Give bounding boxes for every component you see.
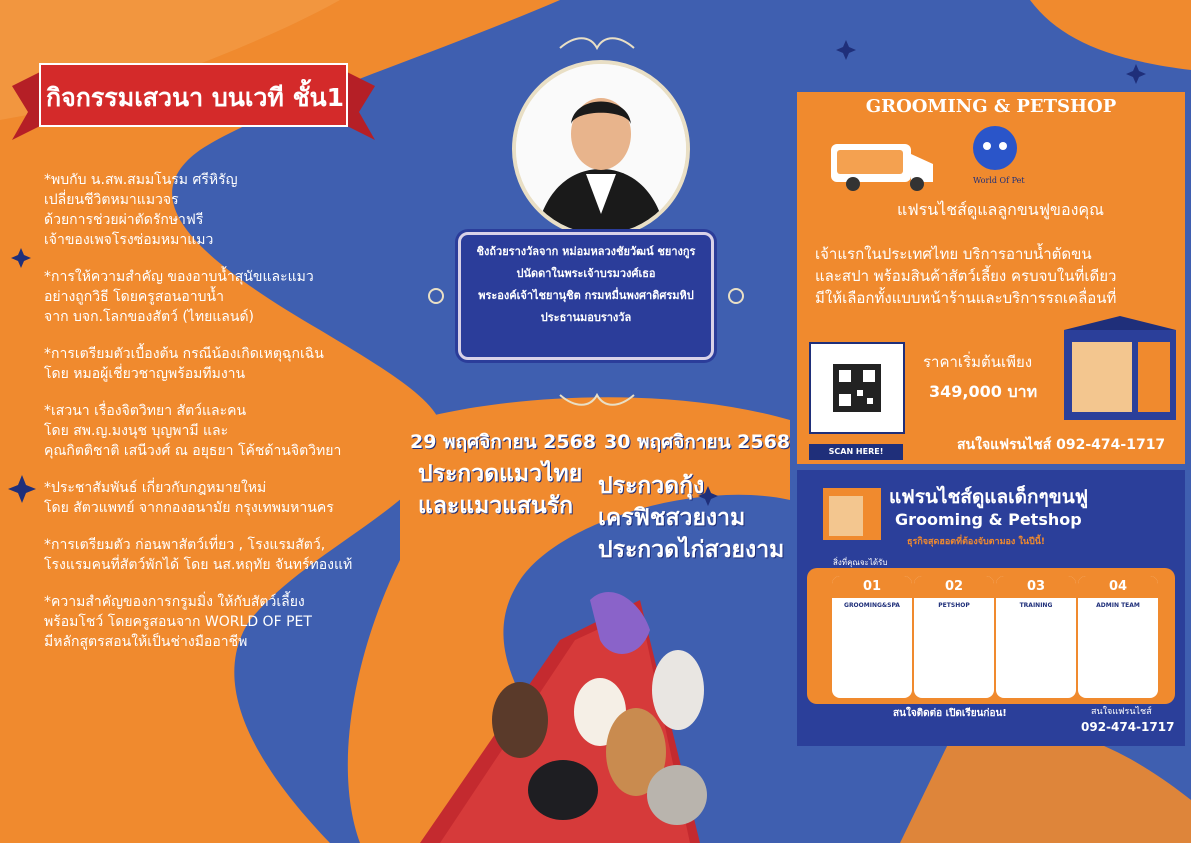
contest-crayfish-chicken: ประกวดกุ้ง เครฟิชสวยงาม ประกวดไก่สวยงาม (598, 473, 785, 563)
grooming-desc-1: เจ้าแรกในประเทศไทย บริการอาบน้ำตัดขน (815, 245, 1092, 263)
plaque-line: ปนัดดาในพระเจ้าบรมวงศ์เธอ (516, 267, 656, 280)
qr-code[interactable] (809, 342, 905, 434)
franchise-subtitle: ธุรกิจสุดฮอตที่ต้องจับตามอง ในปีนี้! (907, 537, 1045, 547)
grooming-contact: สนใจแฟรนไชส์ 092-474-1717 (957, 437, 1166, 453)
benefit-title: GROOMING&SPA (844, 602, 900, 609)
event-date-2: 30 พฤศจิกายน 2568 (604, 431, 791, 453)
benefit-card-3 (996, 576, 1076, 698)
benefit-title: ADMIN TEAM (1096, 602, 1140, 609)
grooming-desc-2: และสปา พร้อมสินค้าสัตว์เลี้ยง ครบจบในที่เดียว (815, 267, 1117, 285)
scan-here-label: SCAN HERE! (809, 444, 903, 460)
grooming-van-icon (829, 134, 939, 194)
benefit-title: TRAINING (1019, 602, 1053, 609)
grooming-tagline: แฟรนไชส์ดูแลลูกขนฟูของคุณ (897, 200, 1104, 219)
plaque-line: ชิงถ้วยรางวัลจาก หม่อมหลวงชัยวัฒน์ ชยางกูร (476, 245, 696, 258)
benefit-card-1 (832, 576, 912, 698)
price-label: ราคาเริ่มต้นเพียง (923, 353, 1033, 371)
talk-item: *การเตรียมตัวเบื้องต้น กรณีน้องเกิดเหตุฉุกเฉิน โดย หมอผู้เชี่ยวชาญพร้อมทีมงาน (44, 346, 324, 382)
franchise-kiosk-icon (821, 480, 883, 542)
contest-cats: ประกวดแมวไทย และแมวแสนรัก (418, 461, 583, 519)
franchise-title-en: Grooming & Petshop (895, 510, 1082, 529)
grooming-title: GROOMING & PETSHOP (865, 96, 1117, 117)
plaque-line: ประธานมอบรางวัล (540, 311, 632, 324)
footer-cta: สนใจติดต่อ เปิดเรียนก่อน! (893, 708, 1007, 719)
talk-item: *การเตรียมตัว ก่อนพาสัตว์เที่ยว , โรงแรมสัตว์, โรงแรมคนที่สัตว์พักได้ โดย นส.หฤทัย จันทร์ทองแท้ (44, 537, 353, 573)
benefit-card-2 (914, 576, 994, 698)
world-of-pet-logo-icon (965, 122, 1025, 178)
benefit-title: PETSHOP (938, 602, 970, 609)
talk-item: *การให้ความสำคัญ ของอาบน้ำสุนัขและแมว อย่างถูกวิธี โดยครูสอนอาบน้ำ จาก บจก.โลกของสัตว์ (ไทยแลนด์) (44, 269, 314, 325)
talk-item: *ประชาสัมพันธ์ เกี่ยวกับกฎหมายใหม่ โดย สัตวแพทย์ จากกองอนามัย กรุงเทพมหานคร (44, 480, 334, 516)
brand-name: World Of Pet (973, 176, 1025, 185)
event-date-1: 29 พฤศจิกายน 2568 (410, 431, 597, 453)
franchise-title-th: แฟรนไชส์ดูแลเด็กๆขนฟู (889, 486, 1089, 508)
award-plaque (458, 232, 714, 360)
presenter-portrait (512, 60, 690, 238)
benefit-number: 04 (1078, 576, 1158, 598)
talk-list (44, 170, 374, 669)
talk-item: *พบกับ น.สพ.สมมโนรม ศรีหิรัญ เปลี่ยนชีวิตหมาแมวจร ด้วยการช่วยผ่าตัดรักษาฟรี เจ้าของเพจโรงซ่อมหมาแมว (44, 172, 238, 248)
activity-banner-title: กิจกรรมเสวนา บนเวที ชั้น1 (45, 83, 345, 112)
benefit-card-4 (1078, 576, 1158, 698)
talk-item: *ความสำคัญของการกรูมมิ่ง ให้กับสัตว์เลี้ยง พร้อมโชว์ โดยครูสอนจาก WORLD OF PET มีหลักสูตรสอนให้เป็นช่างมืออาชีพ (44, 594, 312, 650)
benefit-number: 02 (914, 576, 994, 598)
footer-contact: สนใจแฟรนไชส์ (1091, 707, 1152, 717)
franchise-benefits-label: สิ่งที่คุณจะได้รับ (833, 558, 888, 567)
footer-phone: 092-474-1717 (1081, 720, 1175, 734)
grooming-desc-3: มีให้เลือกทั้งแบบหน้าร้านและบริการรถเคลื่อนที่ (815, 289, 1117, 307)
talk-item: *เสวนา เรื่องจิตวิทยา สัตว์และคน โดย สพ.ญ.มงนุช บุญพามี และ คุณกิตติชาติ เสนีวงศ์ ณ อยุธยา โค้ชด้านจิตวิทยา (44, 403, 342, 459)
plaque-line: พระองค์เจ้าไชยานุชิต กรมหมื่นพงศาดิศรมหิป (478, 289, 694, 302)
benefit-number: 03 (996, 576, 1076, 598)
kiosk-icon (1060, 316, 1180, 422)
benefit-number: 01 (832, 576, 912, 598)
price-value: 349,000 บาท (929, 382, 1038, 401)
grooming-petshop-panel (797, 92, 1185, 464)
